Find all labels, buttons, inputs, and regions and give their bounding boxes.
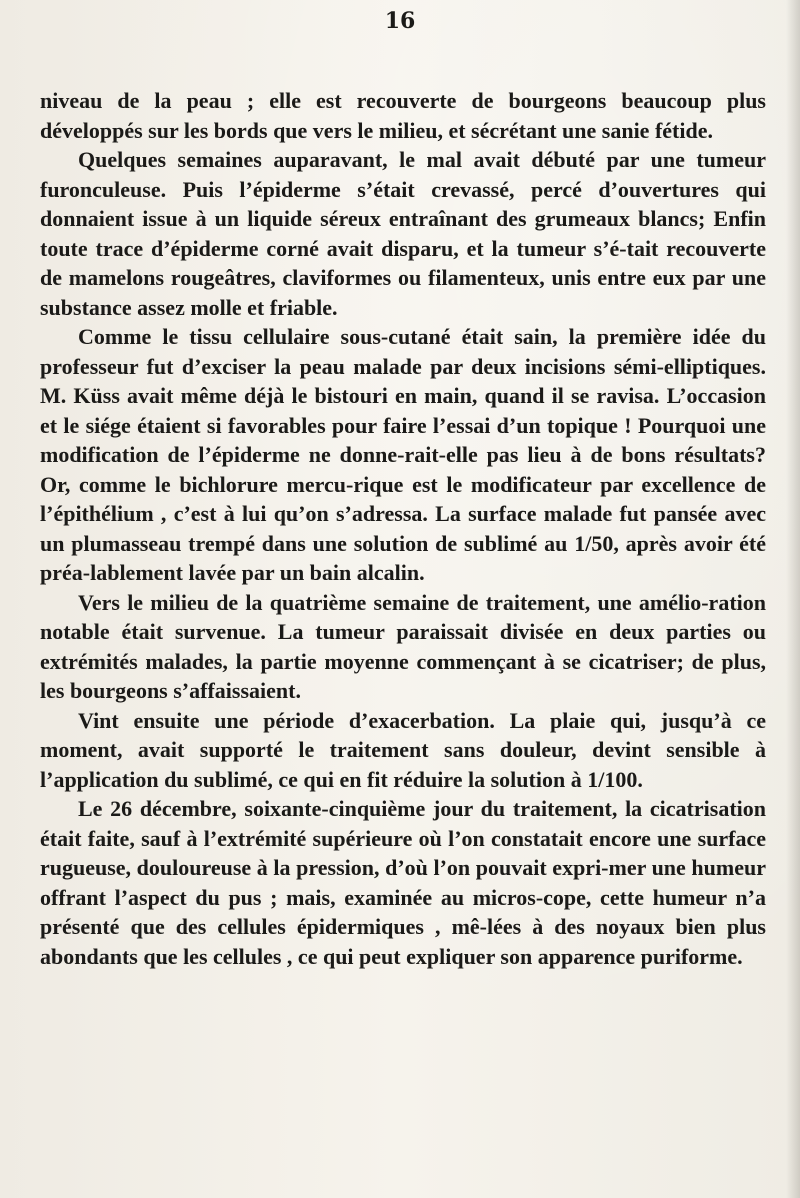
paragraph-continuation: niveau de la peau ; elle est recouverte de bourgeons beaucoup plus développés sur les bords que vers le milieu, et sécrétant une sanie fétide. — [40, 88, 766, 143]
paragraph-treatment: Comme le tissu cellulaire sous-cutané était sain, la première idée du professeur fut d’exciser la peau malade par deux incisions sémi-elliptiques. M. Küss avait même déjà le bistouri en main, quand il se ravisa. L’occasion et le siége étaient si favorables pour faire l’essai d’un topique ! Pourquoi une modification de l’épiderme ne donne-rait-elle pas lieu à de bons résultats? Or, comme le bichlorure mercu-rique est le modificateur par excellence de l’épithélium , c’est à lui qu’on s’adressa. La surface malade fut pansée avec un plumasseau trempé dans une solution de sublimé au 1/50, après avoir été préa-lablement lavée par un bain alcalin. — [40, 324, 766, 585]
page-edge-shadow — [786, 0, 800, 1198]
paragraph-improvement: Vers le milieu de la quatrième semaine de traitement, une amélio-ration notable était survenue. La tumeur paraissait divisée en deux parties ou extrémités malades, la partie moyenne commençant à se cicatriser; de plus, les bourgeons s’affaissaient. — [40, 589, 766, 703]
page-body — [40, 86, 766, 971]
paragraph-exacerbation: Vint ensuite une période d’exacerbation. La plaie qui, jusqu’à ce moment, avait supporté le traitement sans douleur, devint sensible à l’application du sublimé, ce qui en fit réduire la solution à 1/100. — [40, 707, 766, 792]
paragraph-outcome: Le 26 décembre, soixante-cinquième jour du traitement, la cicatrisation était faite, sauf à l’extrémité supérieure où l’on constatait encore une surface rugueuse, douloureuse à la pression, d’où l’on pouvait expri-mer une humeur offrant l’aspect du pus ; mais, examinée au micros-cope, cette humeur n’a présenté que des cellules épidermiques , mê-lées à des noyaux bien plus abondants que les cellules , ce qui peut expliquer son apparence puriforme. — [40, 796, 766, 969]
page-number: 16 — [384, 8, 416, 34]
paragraph-onset: Quelques semaines auparavant, le mal avait débuté par une tumeur furonculeuse. Puis l’épiderme s’était crevassé, percé d’ouvertures qui donnaient issue à un liquide séreux entraînant des grumeaux blancs; Enfin toute trace d’épiderme corné avait disparu, et la tumeur s’é-tait recouverte de mamelons rougeâtres, claviformes ou filamenteux, unis entre eux par une substance assez molle et friable. — [40, 147, 766, 320]
